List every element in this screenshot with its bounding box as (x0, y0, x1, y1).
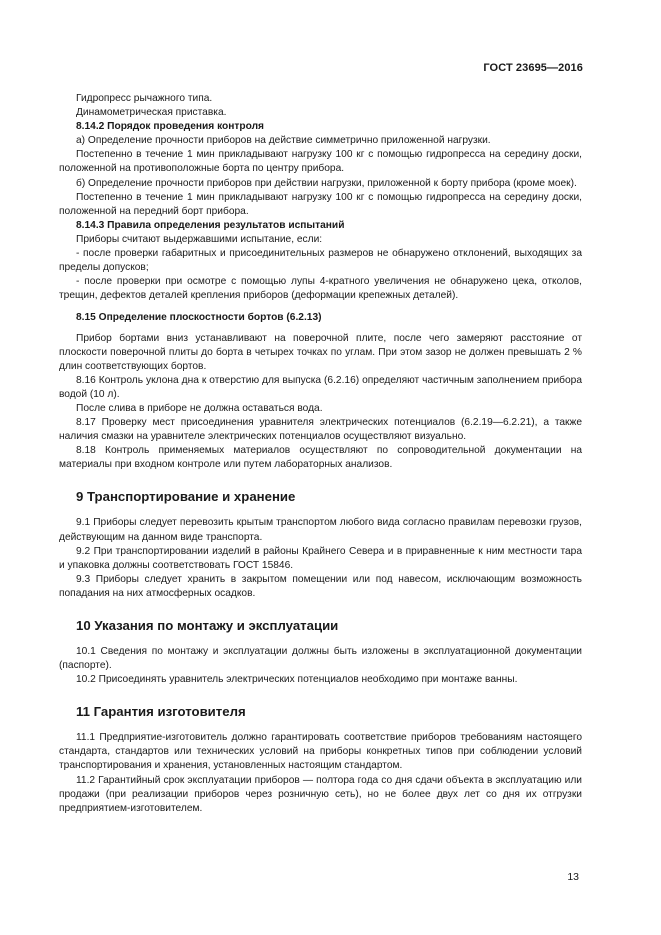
paragraph: 8.17 Проверку мест присоединения уравнителя электрических потенциалов (6.2.19—6.2.21), а также наличия смазки на уравнителе электрических потенциалов осуществляют визуально. (59, 417, 582, 443)
paragraph: 11.1 Предприятие-изготовитель должно гарантировать соответствие приборов требованиям настоящего стандарта, стандартов или технических условий на приборы конкретных типов при соблюдении условий транспортирования и хранения, установленных настоящим стандартом. (59, 732, 582, 772)
paragraph: 10.1 Сведения по монтажу и эксплуатации должны быть изложены в эксплуатационной документации (паспорте). (59, 646, 582, 672)
paragraph: Динамометрическая приставка. (76, 107, 227, 119)
paragraph: 8.18 Контроль применяемых материалов осуществляют по сопроводительной документации на материалы при входном контроле или путем лабораторных анализов. (59, 445, 582, 471)
subsection-heading-8-14-2: 8.14.2 Порядок проведения контроля (76, 121, 265, 133)
document-code: ГОСТ 23695—2016 (483, 62, 583, 74)
paragraph: 9.2 При транспортировании изделий в районы Крайнего Севера и в приравненные к ним местности тара и упаковка должны соответствовать ГОСТ 15846. (59, 545, 582, 571)
paragraph: После слива в приборе не должна оставаться вода. (76, 402, 323, 414)
paragraph: 9.3 Приборы следует хранить в закрытом помещении или под навесом, исключающим возможность попадания на них атмосферных осадков. (59, 573, 582, 599)
paragraph: 11.2 Гарантийный срок эксплуатации приборов — полтора года со дня сдачи объекта в эксплуатацию или продажи (при реализации приборов через розничную сеть), но не более двух лет со дня их отгрузки предприятием-изготовителем. (59, 774, 582, 814)
paragraph: 10.2 Присоединять уравнитель электрических потенциалов необходимо при монтаже ванны. (76, 674, 518, 686)
document-body (59, 92, 582, 816)
page-number: 13 (567, 871, 579, 883)
section-heading-10: 10 Указания по монтажу и эксплуатации (76, 618, 339, 633)
paragraph: б) Определение прочности приборов при действии нагрузки, приложенной к борту прибора (кроме моек). (76, 177, 577, 189)
paragraph: Прибор бортами вниз устанавливают на поверочной плите, после чего замеряют расстояние от плоскости поверочной плиты до борта в четырех точках по углам. При этом зазор не должен превышать 2 % длин соответствующих бортов. (59, 332, 582, 372)
paragraph: Приборы считают выдержавшими испытание, если: (76, 233, 323, 245)
paragraph: Гидропресс рычажного типа. (76, 93, 213, 104)
paragraph: Постепенно в течение 1 мин прикладывают нагрузку 100 кг с помощью гидропресса на середину доски, положенной на передний борт прибора. (59, 191, 582, 217)
paragraph: 9.1 Приборы следует перевозить крытым транспортом любого вида согласно правилам перевозки грузов, действующим на данном виде транспорта. (59, 517, 582, 543)
list-item: - после проверки при осмотре с помощью лупы 4-кратного увеличения не обнаружено цека, отколов, трещин, дефектов деталей крепления приборов (деформации крепежных деталей). (59, 276, 582, 302)
paragraph: Постепенно в течение 1 мин прикладывают нагрузку 100 кг с помощью гидропресса на середину доски, положенной на противоположные борта по центру прибора. (59, 149, 582, 175)
subsection-heading-8-14-3: 8.14.3 Правила определения результатов испытаний (76, 219, 345, 231)
subsection-heading-8-15: 8.15 Определение плоскостности бортов (6.2.13) (76, 312, 322, 324)
section-heading-9: 9 Транспортирование и хранение (76, 489, 296, 505)
list-item: - после проверки габаритных и присоединительных размеров не обнаружено отклонений, выходящих за пределы допусков; (59, 248, 582, 274)
paragraph: 8.16 Контроль уклона дна к отверстию для выпуска (6.2.16) определяют частичным заполнением прибора водой (10 л). (59, 374, 582, 400)
section-heading-11: 11 Гарантия изготовителя (76, 704, 246, 720)
paragraph: а) Определение прочности приборов на действие симметрично приложенной нагрузки. (76, 135, 491, 147)
